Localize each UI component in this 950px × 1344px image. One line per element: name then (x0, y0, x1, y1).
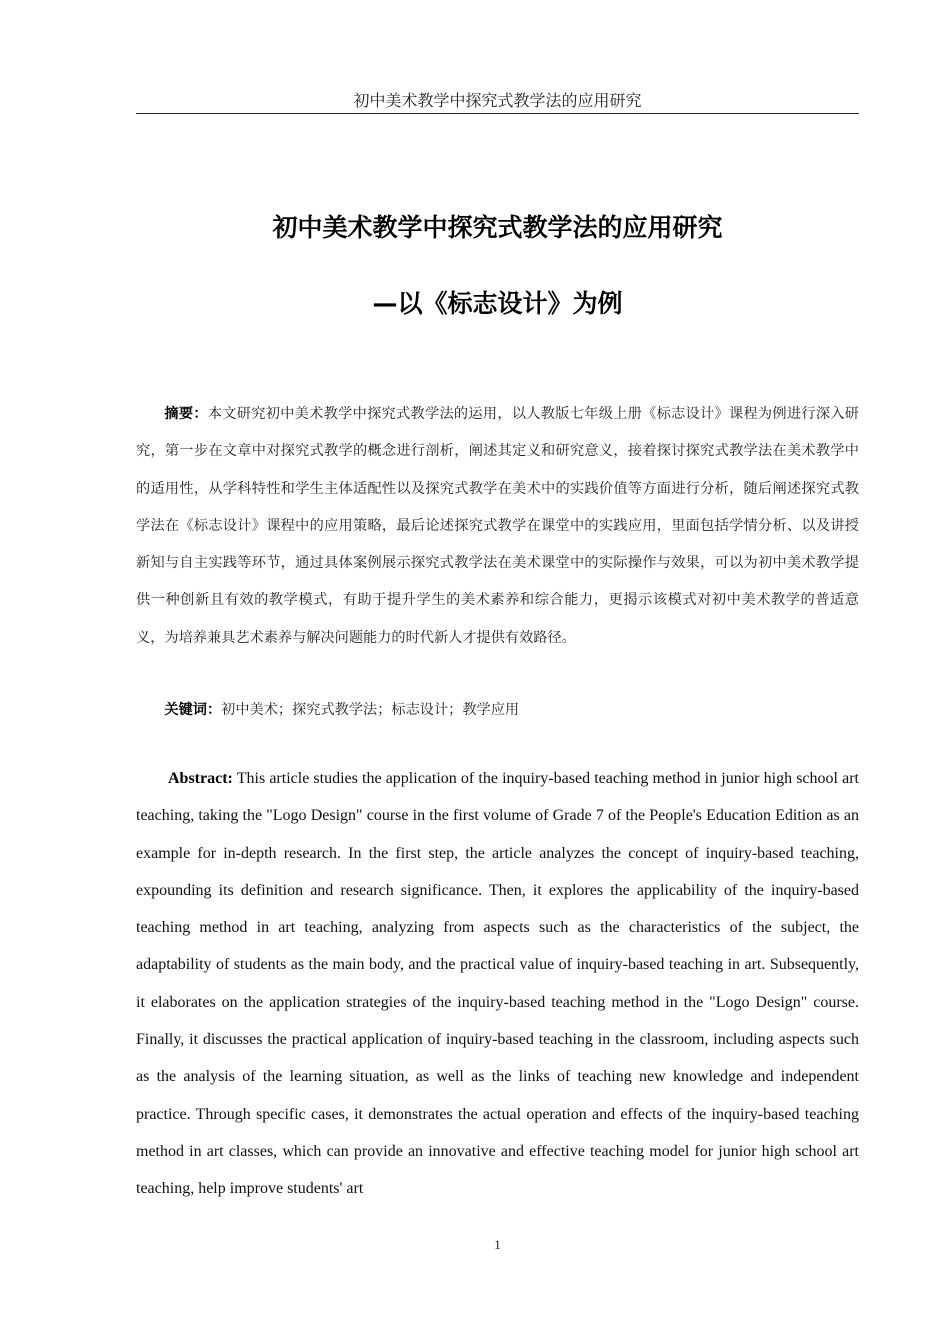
keywords-cn-paragraph (136, 692, 859, 729)
abstract-en-paragraph (136, 760, 859, 1208)
running-header (136, 91, 859, 114)
paper-subtitle: —以《标志设计》为例 (372, 289, 623, 318)
page-number: 1 (494, 1237, 501, 1252)
keywords-cn-label: 关键词： (164, 702, 222, 718)
abstract-cn-paragraph (136, 396, 859, 657)
abstract-en-label: Abstract: (168, 770, 233, 787)
keywords-cn-text: 初中美术；探究式教学法；标志设计；教学应用 (221, 702, 520, 718)
abstract-en-text: This article studies the application of the inquiry-based teaching method in junior high school art teaching, taking the "Logo Design" course in the first volume of Grade 7 of the People's Education Edition as an example for in-depth research. In the first step, the article analyzes the concept of inquiry-based teaching, expounding its definition and research significance. Then, it explores the applicability of the inquiry-based teaching method in art teaching, analyzing from aspects such as the characteristics of the subject, the adaptability of students as the main body, and the practical value of inquiry-based teaching in art. Subsequently, it elaborates on the application strategies of the inquiry-based teaching method in the "Logo Design" course. Finally, it discusses the practical application of inquiry-based teaching in the classroom, including aspects such as the analysis of the learning situation, as well as the links of teaching new knowledge and independent practice. Through specific cases, it demonstrates the actual operation and effects of the inquiry-based teaching method in art classes, which can provide an innovative and effective teaching model for junior high school art teaching, help improve students' art (136, 770, 859, 1198)
abstract-cn-text: 本文研究初中美术教学中探究式教学法的运用，以人教版七年级上册《标志设计》课程为例进行深入研究，第一步在文章中对探究式教学的概念进行剖析，阐述其定义和研究意义，接着探讨探究式教学法在美术教学中的适用性，从学科特性和学生主体适配性以及探究式教学在美术中的实践价值等方面进行分析，随后阐述探究式教学法在《标志设计》课程中的应用策略，最后论述探究式教学在课堂中的实践应用，里面包括学情分析、以及讲授新知与自主实践等环节，通过具体案例展示探究式教学法在美术课堂中的实际操作与效果，可以为初中美术教学提供一种创新且有效的教学模式，有助于提升学生的美术素养和综合能力，更揭示该模式对初中美术教学的普适意义，为培养兼具艺术素养与解决问题能力的时代新人才提供有效路径。 (136, 406, 859, 646)
title-block (136, 208, 859, 324)
running-header-title: 初中美术教学中探究式教学法的应用研究 (353, 91, 642, 110)
abstract-cn-label: 摘要： (164, 406, 208, 422)
paper-title: 初中美术教学中探究式教学法的应用研究 (272, 213, 723, 242)
